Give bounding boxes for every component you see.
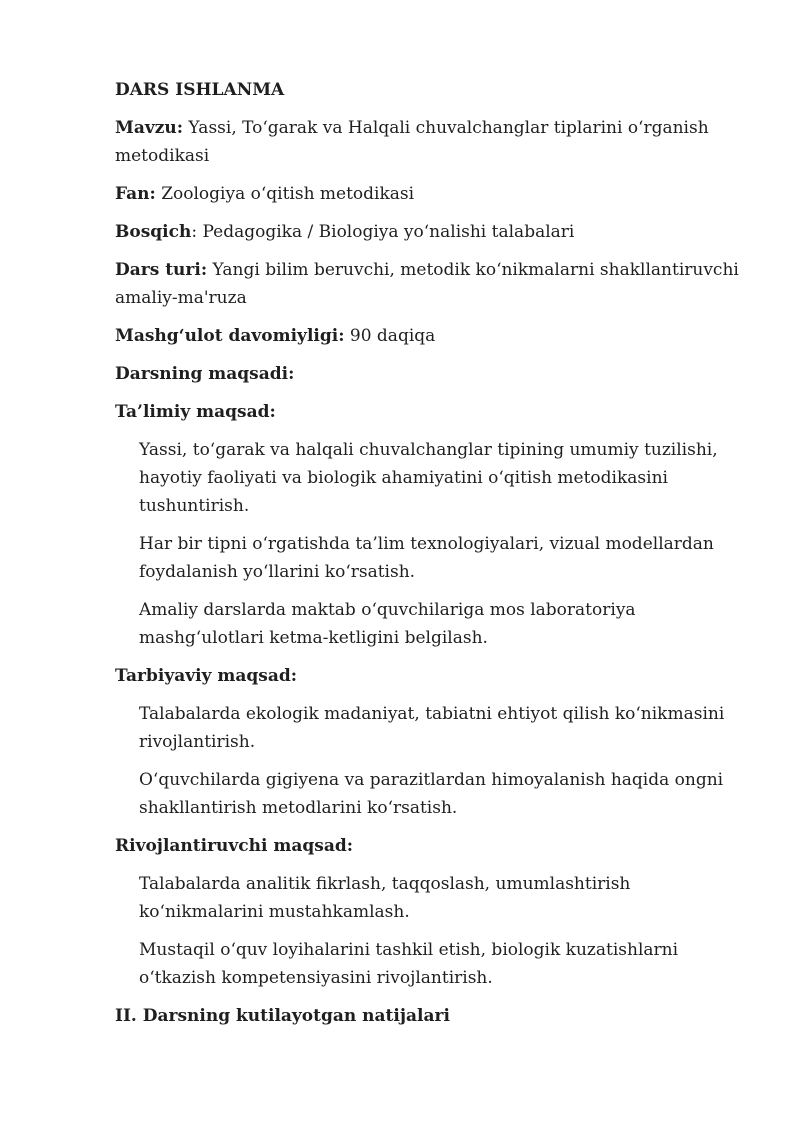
meta-topic — [115, 114, 755, 170]
meta-lesson-type — [115, 256, 755, 312]
meta-subject-value: Zoologiya o‘qitish metodikasi — [155, 184, 415, 204]
upbringing-goal-item: Talabalarda ekologik madaniyat, tabiatni ehtiyot qilish ko‘nikmasini rivojlantirish. — [139, 704, 725, 752]
upbringing-goal-item: O‘quvchilarda gigiyena va parazitlardan himoyalanish haqida ongni shakllantirish metodlarini ko‘rsatish. — [139, 770, 724, 818]
meta-subject — [115, 180, 755, 208]
educational-goal-heading: Ta’limiy maqsad: — [115, 402, 276, 422]
meta-lesson-type-label: Dars turi: — [115, 260, 208, 280]
educational-goal-item: Yassi, to‘garak va halqali chuvalchanglar tipining umumiy tuzilishi, hayotiy faoliyati va biologik ahamiyatini o‘qitish metodikasini tushuntirish. — [139, 440, 718, 516]
meta-duration-label: Mashg‘ulot davomiyligi: — [115, 326, 345, 346]
meta-stage-label: Bosqich — [115, 222, 192, 242]
meta-lesson-type-value: Yangi bilim beruvchi, metodik ko‘nikmalarni shakllantiruvchi amaliy-ma'ruza — [115, 260, 739, 308]
goals-heading: Darsning maqsadi: — [115, 364, 295, 384]
document-page — [115, 76, 755, 1040]
educational-goal-item: Har bir tipni o‘rgatishda ta’lim texnologiyalari, vizual modellardan foydalanish yo‘llarini ko‘rsatish. — [139, 534, 714, 582]
meta-stage — [115, 218, 755, 246]
section-2-heading: II. Darsning kutilayotgan natijalari — [115, 1006, 450, 1026]
meta-duration — [115, 322, 755, 350]
document-title: DARS ISHLANMA — [115, 80, 285, 100]
meta-duration-value: 90 daqiqa — [344, 326, 436, 346]
developmental-goal-item: Talabalarda analitik fikrlash, taqqoslash, umumlashtirish ko‘nikmalarini mustahkamlash. — [139, 874, 631, 922]
educational-goal-item: Amaliy darslarda maktab o‘quvchilariga mos laboratoriya mashg‘ulotlari ketma-ketligini belgilash. — [139, 600, 636, 648]
meta-subject-label: Fan: — [115, 184, 156, 204]
developmental-goal-item: Mustaqil o‘quv loyihalarini tashkil etish, biologik kuzatishlarni o‘tkazish kompetensiyasini rivojlantirish. — [139, 940, 679, 988]
meta-topic-label: Mavzu: — [115, 118, 183, 138]
meta-stage-value: : Pedagogika / Biologiya yo‘nalishi talabalari — [191, 222, 575, 242]
developmental-goal-heading: Rivojlantiruvchi maqsad: — [115, 836, 354, 856]
meta-topic-value: Yassi, To‘garak va Halqali chuvalchanglar tiplarini o‘rganish metodikasi — [115, 118, 709, 166]
upbringing-goal-heading: Tarbiyaviy maqsad: — [115, 666, 298, 686]
